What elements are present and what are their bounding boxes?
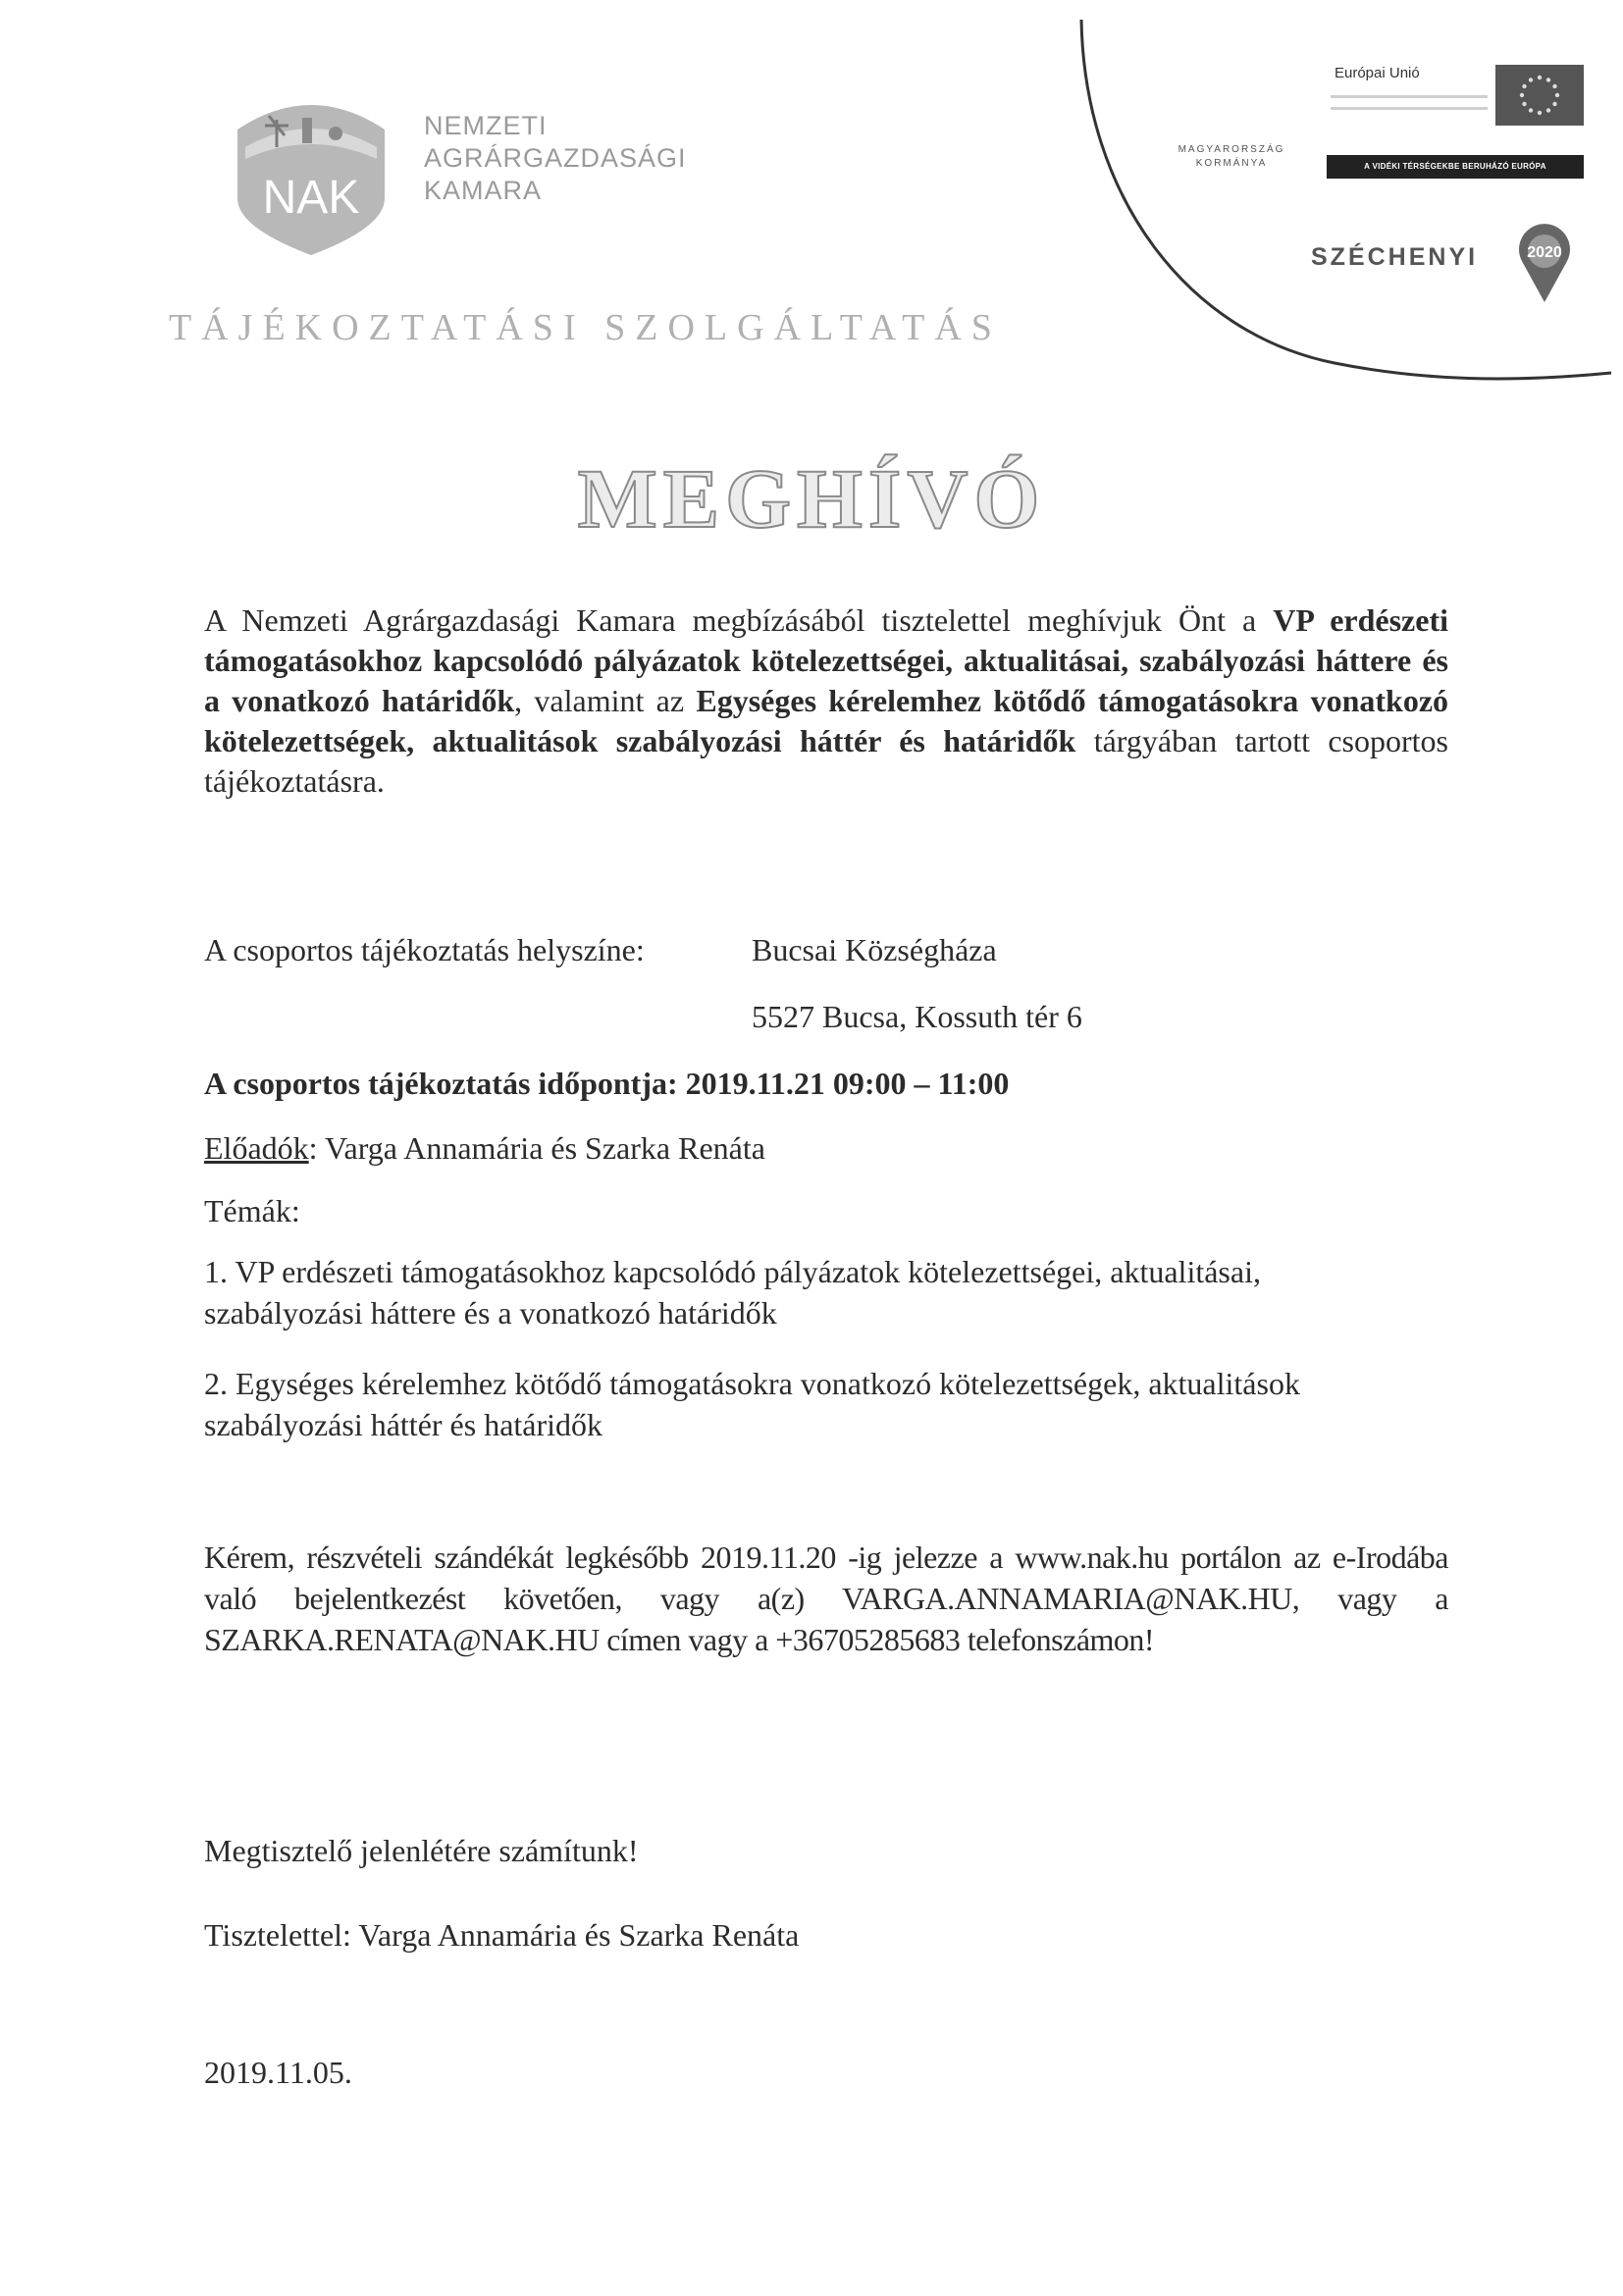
- speakers-row: [204, 1128, 765, 1169]
- document-date: 2019.11.05.: [204, 2055, 352, 2090]
- eu-banner: A VIDÉKI TÉRSÉGEKBE BERUHÁZÓ EURÓPA: [1327, 155, 1584, 179]
- rsvp-paragraph: Kérem, részvételi szándékát legkésőbb 2019.11.20 -ig jelezze a www.nak.hu portálon az e-Irodába való bejelentkezést követően, vagy a(z) VARGA.ANNAMARIA@NAK.HU, vagy a SZARKA.RENATA@NAK.HU címen vagy a +36705285683 telefonszámon!: [204, 1539, 1448, 1657]
- topic-2-line-2: szabályozási háttér és határidők: [204, 1407, 603, 1442]
- nak-logo: [218, 90, 404, 257]
- location-address: 5527 Bucsa, Kossuth tér 6: [752, 999, 1082, 1034]
- topic-1-line-1: 1. VP erdészeti támogatásokhoz kapcsolódó pályázatok kötelezettségei, aktualitásai,: [204, 1254, 1261, 1289]
- page-title: MEGHÍVÓ: [577, 451, 1046, 546]
- topics-label: Témák:: [204, 1193, 300, 1228]
- service-title: TÁJÉKOZTATÁSI SZOLGÁLTATÁS: [169, 307, 1002, 348]
- intro-paragraph: A Nemzeti Agrárgazdasági Kamara megbízásából tisztelettel meghívjuk Önt a VP erdészeti támogatásokhoz kapcsolódó pályázatok kötelezettségei, aktualitásai, szabályozási háttere és a vonatkozó határidők, valamint az Egységes kérelemhez kötődő támogatásokra vonatkozó kötelezettségek, aktualitások szabályozási háttér és határidők tárgyában tartott csoportos tájékoztatásra.: [204, 602, 1449, 799]
- org-name-line2: AGRÁRGAZDASÁGI: [424, 143, 687, 173]
- location-name: Bucsai Községháza: [752, 932, 997, 967]
- szechenyi-2020-icon: [1517, 222, 1572, 304]
- topic-2-line-1: 2. Egységes kérelemhez kötődő támogatásokra vonatkozó kötelezettségek, aktualitások: [204, 1366, 1300, 1401]
- speakers-label: Előadók: [204, 1130, 309, 1166]
- government-text: MAGYARORSZÁG KORMÁNYA: [1178, 144, 1285, 169]
- org-name: [424, 110, 687, 207]
- topic-1-line-2: szabályozási háttere és a vonatkozó határidők: [204, 1295, 777, 1331]
- eu-subtitle: [1331, 86, 1488, 130]
- time-value: 2019.11.21 09:00 – 11:00: [685, 1066, 1010, 1101]
- signature-line: Tisztelettel: Varga Annamária és Szarka Renáta: [204, 1917, 800, 1953]
- speakers-value: : Varga Annamária és Szarka Renáta: [308, 1130, 765, 1166]
- org-name-line3: KAMARA: [424, 176, 543, 205]
- eu-flag-icon: [1495, 65, 1584, 126]
- szechenyi-label: SZÉCHENYI: [1311, 243, 1479, 271]
- time-label: A csoportos tájékoztatás időpontja:: [204, 1066, 678, 1101]
- svg-text:2020: 2020: [1527, 244, 1562, 261]
- time-row: [204, 1064, 1009, 1104]
- location-label: A csoportos tájékoztatás helyszíne:: [204, 932, 645, 967]
- svg-text:NAK: NAK: [262, 172, 360, 224]
- closing-line: Megtisztelő jelenlétére számítunk!: [204, 1833, 639, 1868]
- org-name-line1: NEMZETI: [424, 111, 548, 140]
- eu-title: Európai Unió: [1335, 65, 1420, 81]
